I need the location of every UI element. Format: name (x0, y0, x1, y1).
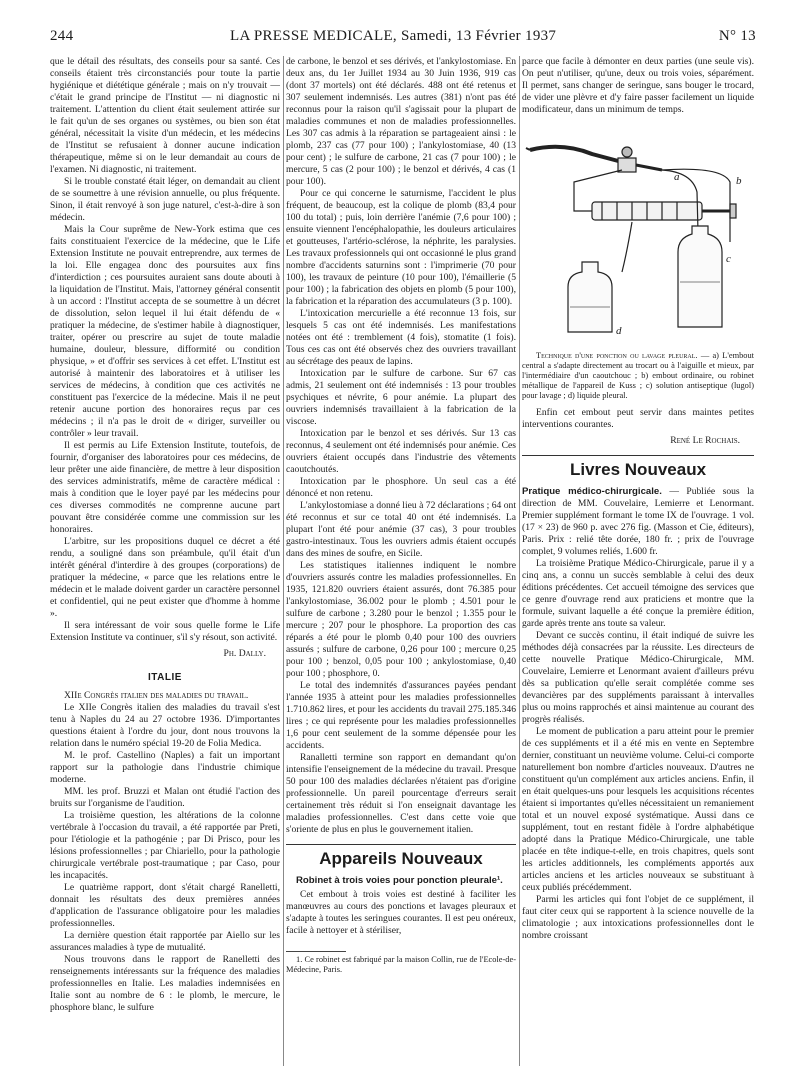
paragraph: Les statistiques italiennes indiquent le nombre d'ouvriers assurés contre les maladies professionnelles. En 1935, 121.820 ouvriers étaient assurés, dont 76.385 pour l'ankylostomiase, 36.002 pour le plomb ; 4.501 pour le sulfure de carbone ; 3.280 pour le benzol ; 1.355 pour le mercure ; 207 pour le phosphore. La proportion des cas réparés a été pour le plomb 0,40 pour 100 des ouvriers assurés ; sulfure de carbone, 0,26 pour 100 ; mercure 0,25 pour 100 ; benzol, 0,05 pour 100 ; ankylostomiase, 0,40 pour 100 ; phosphore, 0. (286, 560, 516, 679)
paragraph: Intoxication par le benzol et ses dérivés. Sur 13 cas reconnus, 4 seulement ont été indemnisés pour anémie. Ces ouvriers étaient occupés dans l'industrie des vêtements caoutchoutés. (286, 428, 516, 475)
section-title-livres: Livres Nouveaux (569, 460, 707, 479)
book-title: Pratique médico-chirurgicale. (522, 486, 662, 497)
paragraph: L'intoxication mercurielle a été reconnue 13 fois, sur lesquels 5 cas ont été indemnisés. Les manifestations notées ont été : tremblement (4 fois), stomatite (1 fois). Tous ces cas ont été observés chez des ouvriers travaillant au sécrétage des peaux de lapins. (286, 308, 516, 367)
paragraph: MM. les prof. Bruzzi et Malan ont étudié l'action des bruits sur l'organisme de l'audition. (50, 786, 280, 809)
paragraph: Le quatrième rapport, dont s'était chargé Ranelletti, donnait les résultats des deux premières années d'application de l'assurance obligatoire pour les maladies professionnelles. (50, 882, 280, 929)
paragraph: Nous trouvons dans le rapport de Ranelletti des renseignements intéressants sur la fréquence des maladies professionnelles en Italie. Les maladies indemnisées en Italie sont au nombre de 6 : le plomb, le mercure, le phosphore blanc, le sulfure (50, 954, 280, 1013)
column-divider (519, 56, 520, 1066)
column-3 (522, 56, 754, 942)
figure-caption (522, 351, 754, 401)
issue-number: N° 13 (718, 28, 756, 44)
caption-body: — a) L'embout central a s'adapte directement au trocart ou à l'aiguille et mieux, par l'intermédiaire d'un caoutchouc ; b) embout ordinaire, ou robinet métallique de l'appareil de Kuss ; c) solution antiseptique (lugol) pour lavage ; d) liquide pleural. (522, 351, 754, 400)
paragraph: Cet embout à trois voies est destiné à faciliter les manœuvres au cours des ponctions et lavages pleuraux et s'adapte à toutes les seringues courantes. Il est peu onéreux, facile à nettoyer et à stériliser, (286, 889, 516, 936)
subsection-heading: XIIe Congrès italien des maladies du travail. (64, 690, 249, 701)
paragraph: Il est permis au Life Extension Institute, toutefois, de fournir, d'organiser des laboratoires pour ces médecins, de leur prêter une aide financière, de mettre à leur disposition des services administratifs, même de caractère médical : mais à condition que le loyer payé par les médecins pour ces diverses commodités ne comprenne aucune part pouvant être considérée comme une commission sur les honoraires. (50, 440, 280, 535)
paragraph: Intoxication par le sulfure de carbone. Sur 67 cas admis, 21 seulement ont été indemnisés : 13 pour troubles psychiques et névrite, 6 pour anémie. La plupart des ouvriers indemnisés travaillaient à la fabrication de la viscose. (286, 368, 516, 427)
apparatus-illustration (522, 122, 754, 347)
paragraph: Enfin cet embout peut servir dans maintes petites interventions courantes. (522, 407, 754, 430)
footnote: 1. Ce robinet est fabriqué par la maison Collin, rue de l'Ecole-de-Médecine, Paris. (286, 955, 516, 974)
paragraph: La troisième Pratique Médico-Chirurgicale, parue il y a cinq ans, a connu un succès semblable à celui des deux éditions précédentes. Cet accueil témoigne des services que ce genre d'ouvrage rend aux praticiens et montre que la formule, suivant laquelle a été conçue la première édition, garde après trente ans toute sa valeur. (522, 558, 754, 629)
paragraph: Ranalletti termine son rapport en demandant qu'on intensifie l'enseignement de la médecine du travail. Presque 50 pour 100 des maladies déclarées n'étaient pas d'origine professionnelle. Un pareil pourcentage d'erreurs serait certainement très réduit si l'on enseignait davantage les maladies professionnelles. C'est dans cette voie que s'oriente de plus en plus le gouvernement italien. (286, 752, 516, 835)
paragraph: La dernière question était rapportée par Aiello sur les assurances maladies à type de mutualité. (50, 930, 280, 953)
column-divider (283, 56, 284, 1066)
paragraph: Intoxication par le phosphore. Un seul cas a été dénoncé et non retenu. (286, 476, 516, 499)
column-2 (286, 56, 516, 975)
book-details: — Publiée sous la direction de MM. Couvelaire, Lemierre et Lenormant. Premier supplément formant le tome IX de l'ouvrage. 1 vol. (17 × 23) de 960 p. avec 276 fig. (Masson et Cie, éditeurs), Paris. Prix : relié tête dorée, 180 fr. ; prix de l'ouvrage complet, 9 volumes reliés, 1.600 fr. (522, 486, 754, 557)
paragraph: Le total des indemnités d'assurances payées pendant l'année 1935 à atteint pour les maladies professionnelles 1.710.862 lires, et pour les accidents du travail 275.185.346 lires ; ce qui représente pour les maladies professionnelles 1,6 pour cent seulement de la somme dépensée pour les accidents. (286, 680, 516, 751)
figure-label-a: a (674, 171, 680, 183)
author-signature: Ph. Dally. (223, 648, 266, 659)
article-title: Robinet à trois voies pour ponction pleurale¹. (296, 875, 503, 886)
column-1 (50, 56, 280, 1014)
paragraph: L'arbitre, sur les propositions duquel ce décret a été rendu, a souligné dans son préambule, qu'il était d'un intérêt général d'interdire à des groupes (corporations) de pratiquer la médecine, « parce que les relations entre le médecin et le malade doivent garder un caractère personnel et confidentiel, qui ne peut exister que d'homme à homme ». (50, 536, 280, 619)
footnote-rule (286, 951, 346, 952)
paragraph: Le XIIe Congrès italien des maladies du travail s'est tenu à Naples du 24 au 27 octobre 1936. D'importantes questions étaient à l'ordre du jour, dont nous trouvons la relation dans le numéro spécial 19-20 de Folia Medica. (50, 702, 280, 749)
paragraph: Parmi les articles qui font l'objet de ce supplément, il faut citer ceux qui se rapportent à la science nouvelle de la climatologie ; aux intoxications professionnelles dont le nombre croissant (522, 894, 754, 941)
section-rule (522, 455, 754, 456)
author-signature: René Le Rochais. (670, 435, 740, 446)
paragraph: de carbone, le benzol et ses dérivés, et l'ankylostomiase. En deux ans, du 1er Juillet 1934 au 30 Juin 1936, 919 cas (dont 37 mortels) ont été déclarés. 488 ont été retenus et 307 seulement indemnisés. Les autres (381) n'ont pas été reconnus pour la raison qu'il s'agissait pour la plupart de maladies communes et non de maladies professionnelles. Les 307 cas admis à la réparation se partageaient ainsi : le plomb, 237 cas (77 pour 100) ; l'ankylostomiase, 40 (13 pour cent) ; le sulfure de carbone, 21 cas (7 pour 100) ; le mercure, 5 cas (2 pour 100) ; le benzol et dérivés, 4 cas (1 pour 100). (286, 56, 516, 187)
paragraph: L'ankylostomiase a donné lieu à 72 déclarations ; 64 ont été reconnus et sur ce total 40 ont été indemnisés. La plupart l'ont été pour anémie (37 cas), 3 pour troubles gastro-intestinaux. Tous les ouvriers admis étaient occupés dans des mines de soufre, en Sicile. (286, 500, 516, 559)
section-rule (286, 844, 516, 845)
paragraph: que le détail des résultats, des conseils pour sa santé. Ces conseils étaient très circonstanciés pour toute la partie hygiénique et diététique générale ; mais on n'y trouvait — c'était le grand principe de l'Institut — ni diagnostic ni traitement. L'attention du client était seulement attirée sur le fait qu'un de ses organes ou systèmes, ou bien son état général, nécessitait la visite d'un médecin, et les médecins de l'Institut se refusaient à donner aucune indication thérapeutique, même si on le leur demandait au cours de l'examen. Ni diagnostic, ni traitement. (50, 56, 280, 175)
figure-label-c: c (726, 253, 731, 265)
paragraph: Mais la Cour suprême de New-York estima que ces faits constituaient l'exercice de la médecine, que le Life Extension Institute ne pouvait entreprendre, aux termes de la loi. Elle engagea donc des poursuites aux fins d'interdiction ; ces poursuites auraient sans doute abouti à la liquidation de l'Institut. Mais, l'attorney général consentit à un accord : l'Institut accepta de se soumettre à un décret de dissolution, selon lequel il lui était défendu de « pratiquer la médecine, de s'estimer habile à diagnostiquer, traiter, opérer ou prescrire au sujet de toute maladie humaine, douleur, blessure, difformité ou condition physique, » et d'offrir ses services à cet effet. L'Institut est autorisé à maintenir des laboratoires et à utiliser les services de médecins, à condition que ces activités ne constituent pas l'exercice de la médecine. Mais il ne peut retenir aucune portion des honoraires reçus par ces médecins ; il n'a pas le droit de « diriger, surveiller ou contrôler » leur travail. (50, 224, 280, 439)
paragraph: Il sera intéressant de voir sous quelle forme le Life Extension Institute va continuer, s'il s'y résout, son activité. (50, 620, 280, 643)
figure-label-d: d (616, 325, 622, 337)
paragraph: Pour ce qui concerne le saturnisme, l'accident le plus fréquent, de beaucoup, est la colique de plomb (83,4 pour 100 du total) ; puis, loin derrière l'anémie (7,6 pour 100) ; ensuite viennent l'encéphalopathie, les douleurs articulaires et goutteuses, l'artério-sclérose, la néphrite, les paralysies. Les travaux professionnels qui ont occasionné le plus grand nombre d'accidents saturnins sont : l'imprimerie (70 pour 100), les travaux de peinture (10 pour 100), l'émaillerie (5 pour 100) ; la fabrication des objets en plomb (5 pour 100), la fabrication et la réparation des accumulateurs (3 p. 100). (286, 188, 516, 307)
page-header (50, 28, 756, 50)
paragraph: Le moment de publication a paru atteint pour le premier de ces suppléments et il a été mis en vente en Septembre dernier, constituant un neuvième volume. Celui-ci comporte naturellement bon nombre d'articles nouveaux. D'autres ne constituent qu'un complément aux articles anciens. Enfin, il en était quelques-uns pour lesquels les acquisitions récentes étaient si importantes qu'elles nécessitaient un remaniement total et un nouvel exposé systématique. Aussi dans ce supplément, tout en restant fidèle à l'ordre alphabétique adopté dans la Pratique Médico-Chirurgicale, une table placée en tête indique-t-elle, en trois chapitres, quels sont les articles additionnels, les compléments apportés aux articles anciens et les articles nouveaux se substituant à ceux publiés précédemment. (522, 726, 754, 893)
figure-label-b: b (736, 175, 742, 187)
page-number: 244 (50, 28, 74, 44)
paragraph: Devant ce succès continu, il était indiqué de suivre les méthodes déjà consacrées par la réussite. Les directeurs de cette nouvelle Pratique Médico-Chirurgicale, MM. Couvelaire, Lemierre et Lenormant avaient d'ailleurs prévu dès sa publication qu'elle serait complétée comme ses devancières par des suppléments paraissant à intervalles plus ou moins rapprochés et ainsi maintenue au courant des progrès réalisés. (522, 630, 754, 725)
paragraph: parce que facile à démonter en deux parties (une seule vis). On peut n'utiliser, qu'une, deux ou trois voies, séparément. Il permet, sans changer de seringue, sans bouger le trocard, de vider une plèvre et d'y faire passer facilement un liquide modificateur, dans un minimum de temps. (522, 56, 754, 115)
paragraph: M. le prof. Castellino (Naples) a fait un important rapport sur la pathologie dans l'industrie chimique moderne. (50, 750, 280, 785)
section-title-appareils: Appareils Nouveaux (319, 849, 483, 868)
figure-pleural-puncture (522, 122, 754, 347)
section-heading: ITALIE (148, 672, 182, 683)
paragraph: Si le trouble constaté était léger, on demandait au client de se soumettre à une révision annuelle, ou plus fréquente. Sinon, il était renvoyé à son juge naturel, c'est-à-dire à son médecin. (50, 176, 280, 223)
paragraph: La troisième question, les altérations de la colonne vertébrale à l'occasion du travail, a été rapportée par Preti, pour l'étiologie et la pathogénie ; par Di Prisco, pour les lésions professionnelles ; par Chiariello, pour la pathologie chirurgicale vertébrale post-traumatique ; par Caso, pour les incapacités. (50, 810, 280, 881)
journal-title: LA PRESSE MEDICALE, Samedi, 13 Février 1937 (230, 28, 557, 44)
caption-title: Technique d'une ponction ou lavage pleural. (536, 351, 698, 360)
